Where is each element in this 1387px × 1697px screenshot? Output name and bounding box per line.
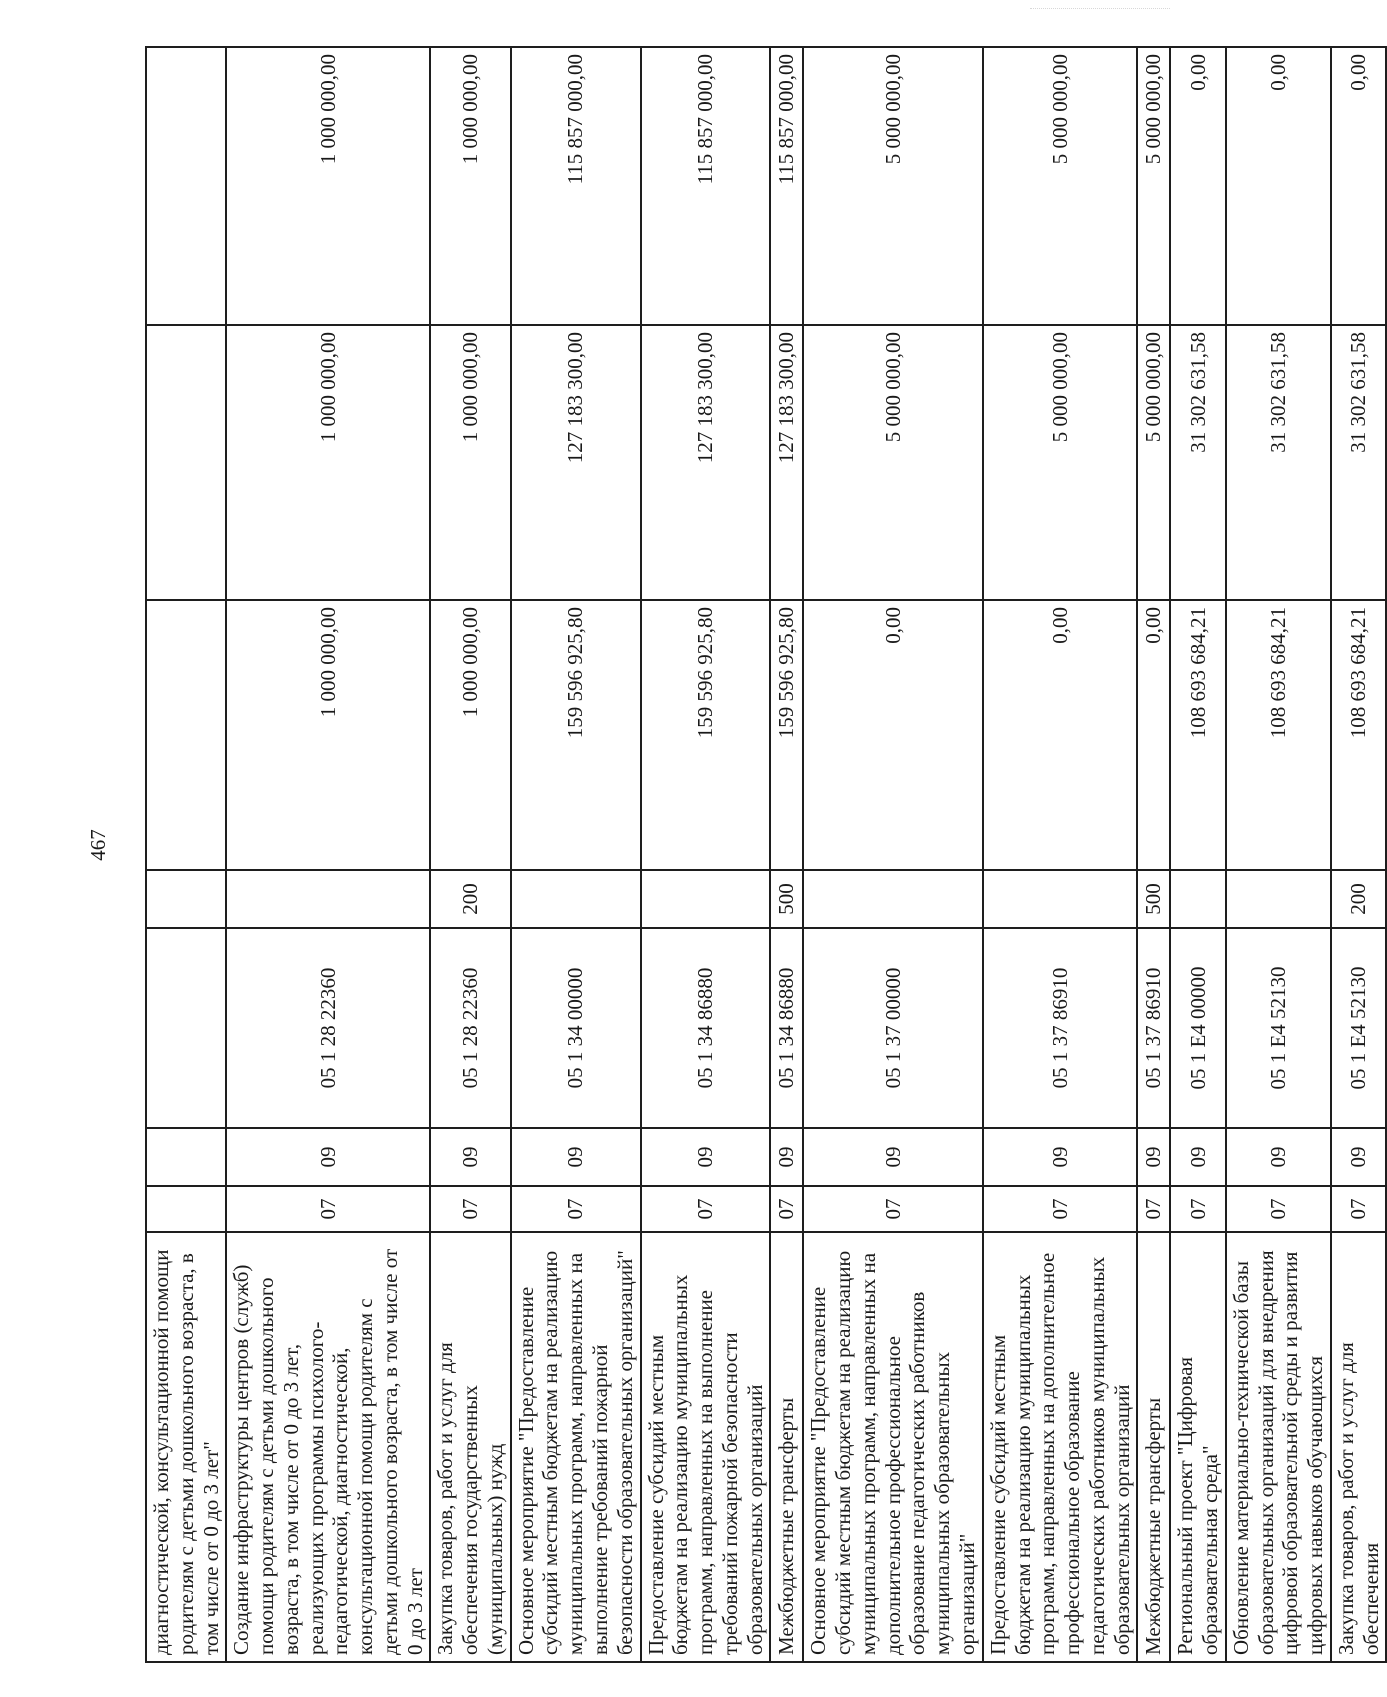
table-row [1331, 47, 1387, 1662]
row-amount-2 [146, 325, 226, 600]
row-expense-type [983, 870, 1138, 928]
row-target-code: 05 1 34 00000 [511, 928, 641, 1128]
row-target-code: 05 1 28 22360 [430, 928, 510, 1128]
row-name: Закупка товаров, работ и услуг для обеспечения государственных (муниципальных) нужд [430, 1232, 510, 1662]
row-target-code: 05 1 Е4 52130 [1226, 928, 1331, 1128]
row-amount-3: 0,00 [1331, 47, 1387, 325]
row-target-code: 05 1 37 86910 [983, 928, 1138, 1128]
row-target-code: 05 1 34 86880 [770, 928, 803, 1128]
row-name: Создание инфраструктуры центров (служб) помощи родителям с детьми дошкольного возраста, в том числе от 0 до 3 лет, реализующих программы психолого-педагогической, диагностической, консультационной помощи родителям с детьми дошкольного возраста, в том числе от 0 до 3 лет [226, 1232, 430, 1662]
row-expense-type [803, 870, 982, 928]
row-section [146, 1186, 226, 1232]
row-amount-2: 1 000 000,00 [226, 325, 430, 600]
row-amount-1 [146, 600, 226, 870]
row-expense-type: 200 [1331, 870, 1387, 928]
row-name: Предоставление субсидий местным бюджетам на реализацию муниципальных программ, направленных на выполнение требований пожарной безопасности образовательных организаций [641, 1232, 771, 1662]
row-amount-2: 31 302 631,58 [1226, 325, 1331, 600]
row-target-code [146, 928, 226, 1128]
row-amount-3: 1 000 000,00 [226, 47, 430, 325]
row-amount-1: 1 000 000,00 [430, 600, 510, 870]
row-section: 07 [1331, 1186, 1387, 1232]
table-row [511, 47, 641, 1662]
row-expense-type [146, 870, 226, 928]
row-amount-1: 1 000 000,00 [226, 600, 430, 870]
row-amount-3: 5 000 000,00 [983, 47, 1138, 325]
table-row [1137, 47, 1170, 1662]
row-amount-2: 127 183 300,00 [770, 325, 803, 600]
table-row [1170, 47, 1226, 1662]
row-subsection: 09 [1226, 1128, 1331, 1186]
row-amount-1: 108 693 684,21 [1226, 600, 1331, 870]
row-name: Закупка товаров, работ и услуг для обеспечения [1331, 1232, 1387, 1662]
row-amount-2: 5 000 000,00 [803, 325, 982, 600]
row-subsection: 09 [511, 1128, 641, 1186]
row-name: Межбюджетные трансферты [1137, 1232, 1170, 1662]
row-amount-3: 1 000 000,00 [430, 47, 510, 325]
row-amount-2: 31 302 631,58 [1331, 325, 1387, 600]
table-row [226, 47, 430, 1662]
table-row [1226, 47, 1331, 1662]
row-amount-3: 5 000 000,00 [1137, 47, 1170, 325]
page-number: 467 [86, 829, 110, 861]
row-expense-type: 500 [1137, 870, 1170, 928]
row-name: Региональный проект "Цифровая образовательная среда" [1170, 1232, 1226, 1662]
row-expense-type [511, 870, 641, 928]
row-subsection: 09 [430, 1128, 510, 1186]
row-amount-3: 115 857 000,00 [511, 47, 641, 325]
row-section: 07 [226, 1186, 430, 1232]
row-expense-type [1170, 870, 1226, 928]
row-name: диагностической, консультационной помощи родителям с детьми дошкольного возраста, в том числе от 0 до 3 лет" [146, 1232, 226, 1662]
scan-mark [1030, 8, 1170, 15]
table-row [983, 47, 1138, 1662]
row-subsection: 09 [803, 1128, 982, 1186]
row-section: 07 [430, 1186, 510, 1232]
table-row [803, 47, 982, 1662]
row-amount-1: 159 596 925,80 [511, 600, 641, 870]
rotated-table-wrapper [145, 48, 1383, 1663]
row-target-code: 05 1 Е4 00000 [1170, 928, 1226, 1128]
row-subsection: 09 [770, 1128, 803, 1186]
row-subsection: 09 [1137, 1128, 1170, 1186]
row-amount-2: 127 183 300,00 [511, 325, 641, 600]
row-section: 07 [983, 1186, 1138, 1232]
row-expense-type [226, 870, 430, 928]
row-section: 07 [803, 1186, 982, 1232]
row-section: 07 [770, 1186, 803, 1232]
row-expense-type [1226, 870, 1331, 928]
row-section: 07 [1137, 1186, 1170, 1232]
row-target-code: 05 1 28 22360 [226, 928, 430, 1128]
row-amount-3: 115 857 000,00 [770, 47, 803, 325]
row-amount-2: 127 183 300,00 [641, 325, 771, 600]
row-amount-2: 5 000 000,00 [1137, 325, 1170, 600]
row-target-code: 05 1 Е4 52130 [1331, 928, 1387, 1128]
row-subsection [146, 1128, 226, 1186]
table-row [146, 47, 226, 1662]
row-amount-1: 108 693 684,21 [1170, 600, 1226, 870]
row-section: 07 [1226, 1186, 1331, 1232]
row-name: Предоставление субсидий местным бюджетам на реализацию муниципальных программ, направленных на дополнительное профессиональное образование педагогических работников муниципальных образовательных организаций [983, 1232, 1138, 1662]
row-target-code: 05 1 37 00000 [803, 928, 982, 1128]
row-amount-3: 0,00 [1170, 47, 1226, 325]
table-row [430, 47, 510, 1662]
row-name: Межбюджетные трансферты [770, 1232, 803, 1662]
row-subsection: 09 [1331, 1128, 1387, 1186]
row-target-code: 05 1 34 86880 [641, 928, 771, 1128]
row-amount-3: 0,00 [1226, 47, 1331, 325]
row-section: 07 [1170, 1186, 1226, 1232]
row-name: Обновление материально-технической базы образовательных организаций для внедрения цифровой образовательной среды и развития цифровых навыков обучающихся [1226, 1232, 1331, 1662]
row-amount-2: 5 000 000,00 [983, 325, 1138, 600]
row-subsection: 09 [226, 1128, 430, 1186]
budget-table [145, 46, 1387, 1663]
table-row [770, 47, 803, 1662]
row-section: 07 [641, 1186, 771, 1232]
row-name: Основное мероприятие "Предоставление субсидий местным бюджетам на реализацию муниципальных программ, направленных на выполнение требований пожарной безопасности образовательных организаций" [511, 1232, 641, 1662]
row-expense-type: 200 [430, 870, 510, 928]
row-subsection: 09 [1170, 1128, 1226, 1186]
row-amount-1: 0,00 [983, 600, 1138, 870]
table-body [146, 47, 1386, 1662]
row-name: Основное мероприятие "Предоставление субсидий местным бюджетам на реализацию муниципальных программ, направленных на дополнительное профессиональное образование педагогических работников муниципальных образовательных организаций" [803, 1232, 982, 1662]
row-amount-1: 0,00 [1137, 600, 1170, 870]
row-amount-3: 115 857 000,00 [641, 47, 771, 325]
row-amount-1: 108 693 684,21 [1331, 600, 1387, 870]
row-amount-1: 159 596 925,80 [770, 600, 803, 870]
row-amount-2: 1 000 000,00 [430, 325, 510, 600]
row-expense-type [641, 870, 771, 928]
table-row [641, 47, 771, 1662]
row-target-code: 05 1 37 86910 [1137, 928, 1170, 1128]
row-amount-1: 159 596 925,80 [641, 600, 771, 870]
row-expense-type: 500 [770, 870, 803, 928]
row-amount-1: 0,00 [803, 600, 982, 870]
row-subsection: 09 [641, 1128, 771, 1186]
row-amount-3: 5 000 000,00 [803, 47, 982, 325]
row-amount-3 [146, 47, 226, 325]
row-amount-2: 31 302 631,58 [1170, 325, 1226, 600]
row-section: 07 [511, 1186, 641, 1232]
row-subsection: 09 [983, 1128, 1138, 1186]
